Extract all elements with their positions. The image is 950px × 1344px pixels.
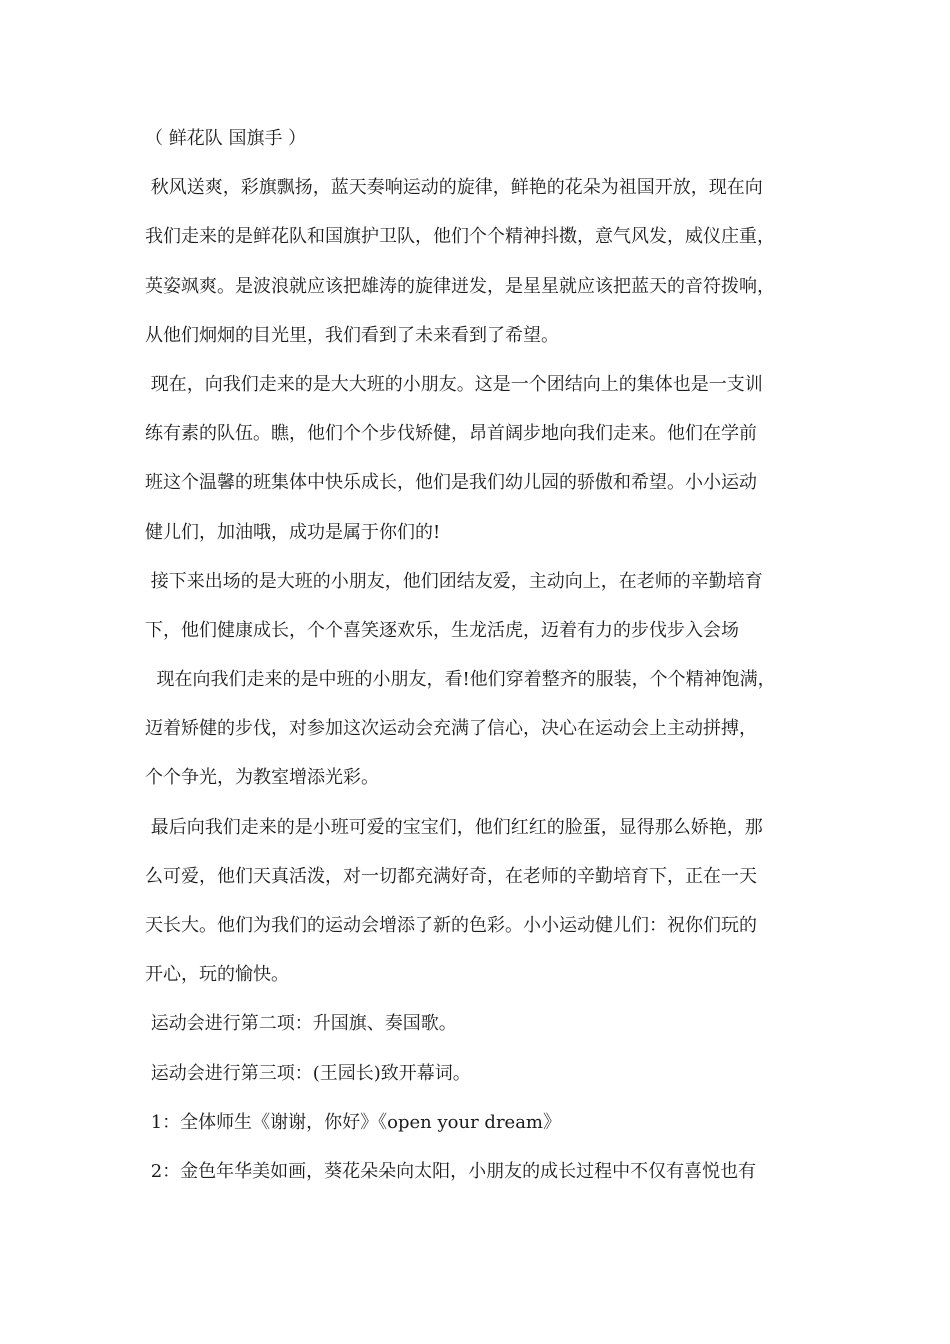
text-line: 练有素的队伍。瞧，他们个个步伐矫健，昂首阔步地向我们走来。他们在学前 xyxy=(145,423,757,445)
text-line: 健儿们，加油哦，成功是属于你们的! xyxy=(145,521,441,543)
text-line: 开心，玩的愉快。 xyxy=(145,964,289,986)
text-line: 班这个温馨的班集体中快乐成长，他们是我们幼儿园的骄傲和希望。小小运动 xyxy=(145,472,757,494)
text-line: 秋风送爽，彩旗飘扬，蓝天奏响运动的旋律，鲜艳的花朵为祖国开放，现在向 xyxy=(145,177,763,199)
text-line: 英姿飒爽。是波浪就应该把雄涛的旋律迸发，是星星就应该把蓝天的音符拨响， xyxy=(145,275,775,297)
text-line: 下，他们健康成长，个个喜笑逐欢乐，生龙活虎，迈着有力的步伐步入会场 xyxy=(145,619,739,641)
text-line: 最后向我们走来的是小班可爱的宝宝们，他们红红的脸蛋，显得那么娇艳，那 xyxy=(145,816,763,838)
text-line: 接下来出场的是大班的小朋友，他们团结友爱，主动向上，在老师的辛勤培育 xyxy=(145,570,763,592)
text-line: 迈着矫健的步伐，对参加这次运动会充满了信心，决心在运动会上主动拼搏， xyxy=(145,718,757,740)
document-body xyxy=(145,121,835,1203)
text-line: 1：全体师生《谢谢，你好》《open your dream》 xyxy=(145,1111,562,1133)
text-line: 个个争光，为教室增添光彩。 xyxy=(145,767,379,789)
text-line: 现在向我们走来的是中班的小朋友，看!他们穿着整齐的服装，个个精神饱满， xyxy=(145,669,776,691)
text-line: 2：金色年华美如画，葵花朵朵向太阳，小朋友的成长过程中不仅有喜悦也有 xyxy=(145,1160,757,1182)
text-line: 天长大。他们为我们的运动会增添了新的色彩。小小运动健儿们：祝你们玩的 xyxy=(145,915,757,936)
section-heading: （ 鲜花队 国旗手 ） xyxy=(145,128,307,149)
text-line: 运动会进行第三项：(王园长)致开幕词。 xyxy=(145,1062,471,1084)
text-line: 我们走来的是鲜花队和国旗护卫队，他们个个精神抖擞，意气风发，威仪庄重， xyxy=(145,226,775,248)
text-line: 么可爱，他们天真活泼，对一切都充满好奇，在老师的辛勤培育下，正在一天 xyxy=(145,865,757,887)
text-line: 运动会进行第二项：升国旗、奏国歌。 xyxy=(145,1013,457,1035)
text-line: 现在，向我们走来的是大大班的小朋友。这是一个团结向上的集体也是一支训 xyxy=(145,373,763,395)
text-line: 从他们炯炯的目光里，我们看到了未来看到了希望。 xyxy=(145,324,559,346)
